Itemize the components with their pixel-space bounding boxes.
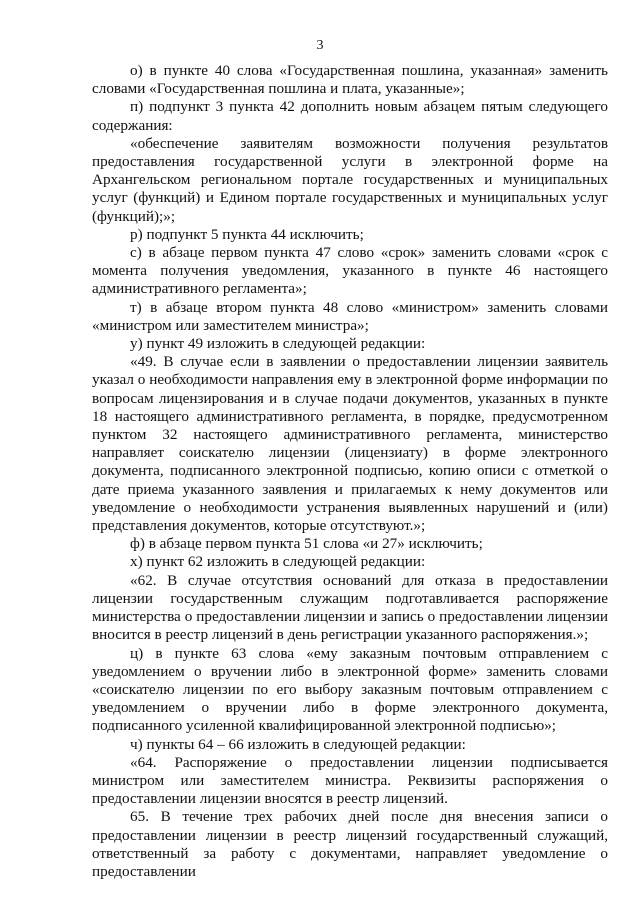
paragraph-62-quote: «62. В случае отсутствия оснований для отказа в предоставлении лицензии государственным служащим подготавливается распоряжение министерства о предоставлении лицензии и запись о предоставлении лицензии вносится в реестр лицензий в день регистрации указанного распоряжения.»; [92,571,608,644]
document-body [92,62,608,881]
paragraph-o: о) в пункте 40 слова «Государственная пошлина, указанная» заменить словами «Государственная пошлина и плата, указанные»; [92,62,608,98]
paragraph-p-quote: «обеспечение заявителям возможности получения результатов предоставления государственной услуги в электронной форме на Архангельском региональном портале государственных и муниципальных услуг (функций) и Едином портале государственных и муниципальных услуг (функций);»; [92,134,608,225]
paragraph-ts: ц) в пункте 63 слова «ему заказным почтовым отправлением с уведомлением о вручении либо в электронной форме» заменить словами «соискателю лицензии по его выбору заказным почтовым отправлением с уведомлением о вручении либо в форме электронного документа, подписанного усиленной квалифицированной электронной подписью»; [92,644,608,735]
paragraph-f: ф) в абзаце первом пункта 51 слова «и 27» исключить; [130,535,483,553]
paragraph-ch: ч) пункты 64 – 66 изложить в следующей редакции: [130,735,466,753]
paragraph-p: п) подпункт 3 пункта 42 дополнить новым абзацем пятым следующего содержания: [92,98,608,134]
paragraph-s: с) в абзаце первом пункта 47 слово «срок» заменить словами «срок с момента получения уведомления, указанного в пункте 46 настоящего административного регламента»; [92,244,608,298]
page-number: 3 [316,38,324,53]
paragraph-u: у) пункт 49 изложить в следующей редакции: [130,335,426,353]
paragraph-64-quote: «64. Распоряжение о предоставлении лицензии подписывается министром или заместителем министра. Реквизиты распоряжения о предоставлении лицензии вносятся в реестр лицензий. [92,753,608,808]
paragraph-r: р) подпункт 5 пункта 44 исключить; [130,225,364,243]
paragraph-65: 65. В течение трех рабочих дней после дня внесения записи о предоставлении лицензии в реестр лицензий государственный служащий, ответственный за работу с документами, направляет уведомление о предоставлении [92,808,608,880]
paragraph-kh: х) пункт 62 изложить в следующей редакции: [130,553,426,571]
paragraph-t: т) в абзаце втором пункта 48 слово «министром» заменить словами «министром или заместителем министра»; [92,298,608,334]
paragraph-49-quote: «49. В случае если в заявлении о предоставлении лицензии заявитель указал о необходимости направления ему в электронной форме информации по вопросам лицензирования и в случае подачи документов, указанных в пункте 18 настоящего административного регламента, в порядке, предусмотренном пунктом 32 настоящего административного регламента, министерство направляет соискателю лицензии (лицензиату) в форме электронного документа, подписанного электронной подписью, копию описи с отметкой о дате приема указанного заявления и прилагаемых к нему документов или уведомление о необходимости устранения выявленных нарушений и (или) представления документов, которые отсутствуют.»; [92,353,608,535]
